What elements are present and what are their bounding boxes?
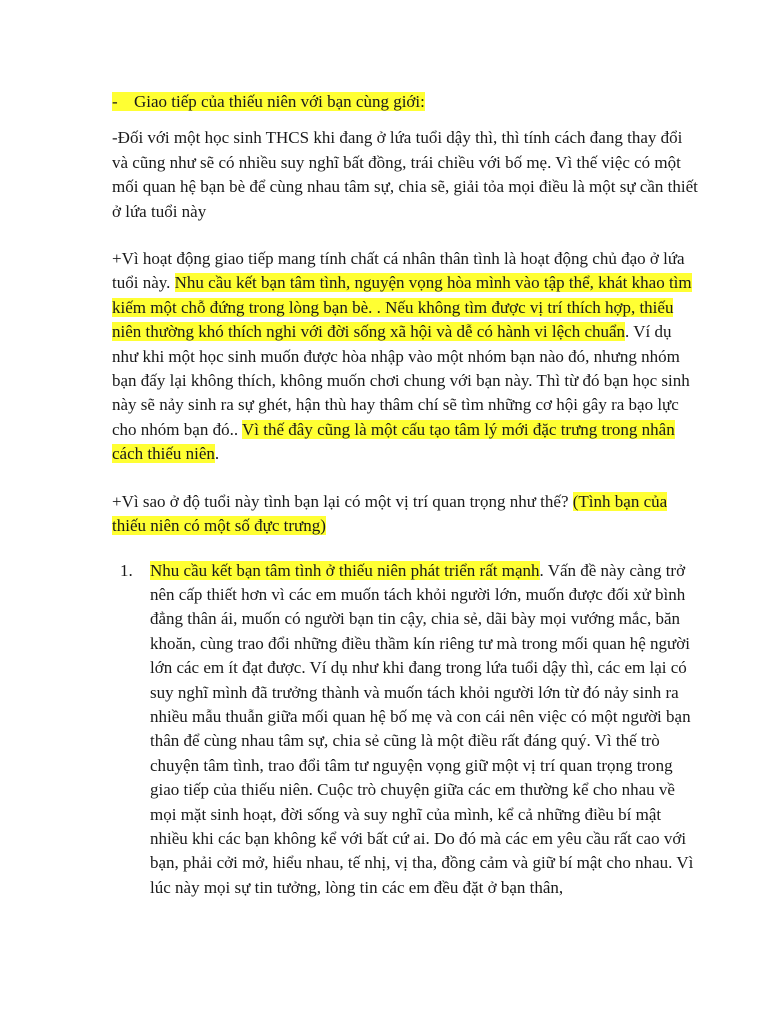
highlighted-text: Nhu cầu kết bạn tâm tình, nguyện vọng hòa mình vào tập thể, khát khao tìm kiếm một chỗ đứng trong lòng bạn bè. . Nếu không tìm được vị trí thích hợp, thiếu niên thường khó thích nghi với đời sống xã hội và dễ có hành vi lệch chuẩn: [112, 273, 692, 342]
list-item: [120, 559, 698, 901]
list-marker: 1.: [120, 560, 133, 580]
paragraph-text: .: [214, 444, 220, 464]
paragraph-question: [112, 490, 698, 539]
highlighted-text: (Tình bạn của thiếu niên có một số đực trưng): [112, 491, 668, 536]
heading-text: Giao tiếp của thiếu niên với bạn cùng giới:: [134, 92, 425, 111]
paragraph-communication: [112, 247, 698, 467]
heading-dash: -: [112, 92, 118, 111]
paragraph-text: +Vì sao ở độ tuổi này tình bạn lại có một vị trí quan trọng như thế?: [112, 491, 573, 511]
paragraph-intro: -Đối với một học sinh THCS khi đang ở lứa tuổi dậy thì, thì tính cách đang thay đổi và cũng như sẽ có nhiều suy nghĩ bất đồng, trái chiều với bố mẹ. Vì thế việc có một mối quan hệ bạn bè để cùng nhau tâm sự, chia sẽ, giải tỏa mọi điều là một sự cần thiết ở lứa tuổi này: [112, 128, 698, 221]
section-heading: [112, 90, 698, 114]
highlighted-text: Nhu cầu kết bạn tâm tình ở thiếu niên phát triển rất mạnh: [150, 560, 540, 580]
highlighted-text: Vì thế đây cũng là một cấu tạo tâm lý mới đặc trưng trong nhân cách thiếu niên: [112, 419, 675, 464]
paragraph-text: +Vì hoạt động giao tiếp mang tính chất cá nhân thân tình là hoạt động chủ đạo ở lứa tuổi này.: [112, 249, 685, 293]
paragraph-text: . Ví dụ như khi một học sinh muốn được hòa nhập vào một nhóm bạn nào đó, nhưng nhóm bạn đấy lại không thích, không muốn chơi chung với bạn này. Thì từ đó bạn học sinh này sẽ nảy sinh ra sự ghét, hận thù hay thâm chí sẽ tìm những cơ hội gây ra bạo lực cho nhóm bạn đó..: [112, 322, 690, 439]
heading-highlight: [112, 92, 425, 111]
paragraph-text: . Vấn đề này càng trở nên cấp thiết hơn vì các em muốn tách khỏi người lớn, muốn được đối xử bình đẳng thân ái, muốn có người bạn tin cậy, chia sẻ, dãi bày mọi vướng mắc, băn khoăn, cùng trao đổi những điều thầm kín riêng tư mà trong mối quan hệ người lớn các em ít đạt được. Ví dụ như khi đang trong lứa tuổi dậy thì, các em lại có suy nghĩ mình đã trưởng thành và muốn tách khỏi người lớn từ đó nảy sinh ra nhiều mẫu thuẫn giữa mối quan hệ bố mẹ và con cái nên việc có một người bạn thân để cùng nhau tâm sự, chia sẻ cũng là một điều rất đáng quý. Vì thế trò chuyện tâm tình, trao đổi tâm tư nguyện vọng giữ một vị trí quan trọng trong giao tiếp của thiếu niên. Cuộc trò chuyện giữa các em thường kể cho nhau về mọi mặt sinh hoạt, đời sống và suy nghĩ của mình, kể cả những điều bí mật nhiều khi các bạn không kể với bất cứ ai. Do đó mà các em yêu cầu rất cao với bạn, phải cởi mở, hiểu nhau, tế nhị, vị tha, đồng cảm và giữ bí mật cho nhau. Vì lúc này mọi sự tin tưởng, lòng tin các em đều đặt ở bạn thân,: [150, 560, 694, 897]
